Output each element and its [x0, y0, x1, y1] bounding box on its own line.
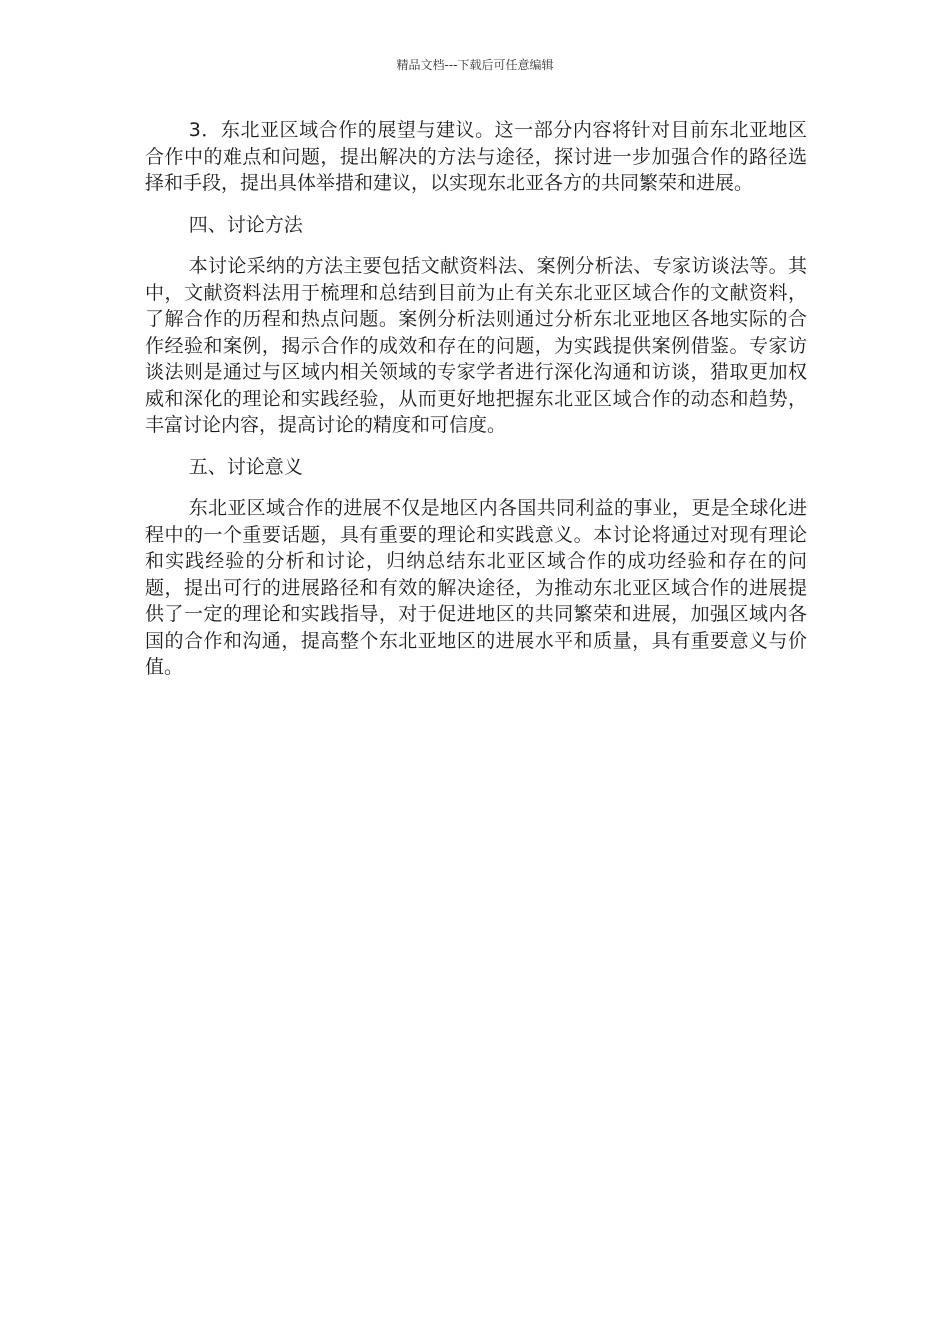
paragraph-methods: 本讨论采纳的方法主要包括文献资料法、案例分析法、专家访谈法等。其中，文献资料法用于梳理和总结到目前为止有关东北亚区域合作的文献资料，了解合作的历程和热点问题。案例分析法则通过分析东北亚地区各地实际的合作经验和案例，揭示合作的成效和存在的问题，为实践提供案例借鉴。专家访谈法则是通过与区域内相关领域的专家学者进行深化沟通和访谈，猎取更加权威和深化的理论和实践经验，从而更好地把握东北亚区域合作的动态和趋势，丰富讨论内容，提高讨论的精度和可信度。	[145, 255, 807, 436]
page-header: 精品文档---下载后可任意编辑	[396, 58, 554, 72]
section-heading-methods: 四、讨论方法	[188, 213, 303, 236]
paragraph-outlook: 3．东北亚区域合作的展望与建议。这一部分内容将针对目前东北亚地区合作中的难点和问题，提出解决的方法与途径，探讨进一步加强合作的路径选择和手段，提出具体举措和建议，以实现东北亚各方的共同繁荣和进展。	[145, 119, 807, 194]
spacer	[145, 439, 807, 454]
paragraph-significance: 东北亚区域合作的进展不仅是地区内各国共同利益的事业，更是全球化进程中的一个重要话题，具有重要的理论和实践意义。本讨论将通过对现有理论和实践经验的分析和讨论，归纳总结东北亚区域合作的成功经验和存在的问题，提出可行的进展路径和有效的解决途径，为推动东北亚区域合作的进展提供了一定的理论和实践指导，对于促进地区的共同繁荣和进展，加强区域内各国的合作和沟通，提高整个东北亚地区的进展水平和质量，具有重要意义与价值。	[145, 497, 807, 678]
spacer	[145, 238, 807, 253]
document-body	[145, 117, 807, 681]
spacer	[145, 480, 807, 495]
section-heading-significance: 五、讨论意义	[188, 455, 303, 478]
spacer	[145, 197, 807, 212]
